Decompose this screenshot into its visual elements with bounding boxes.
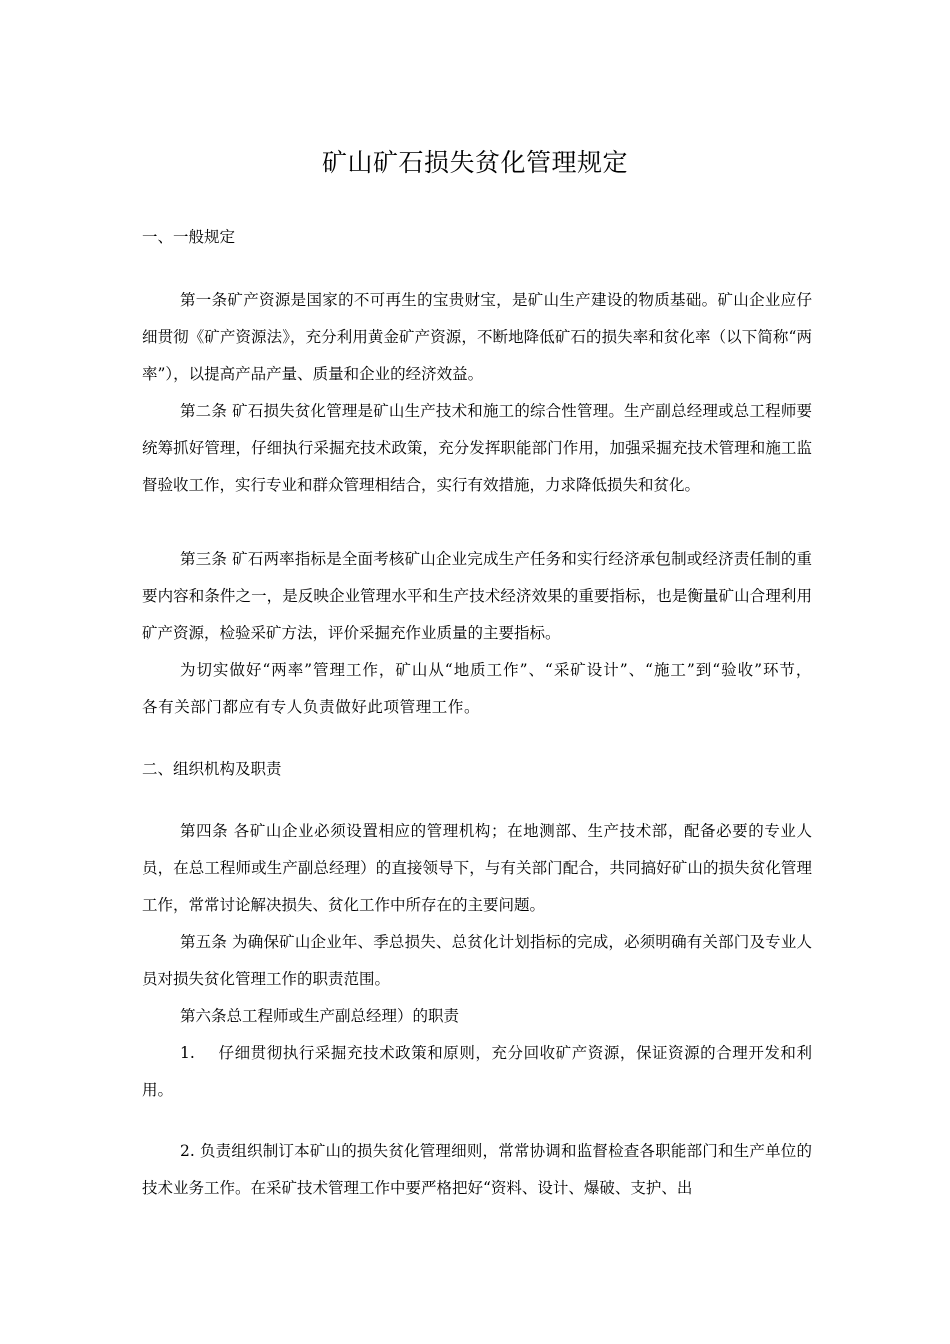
paragraph-article-4: 第四条 各矿山企业必须设置相应的管理机构；在地测部、生产技术部，配备必要的专业人员，在总工程师或生产副总经理）的直接领导下，与有关部门配合，共同搞好矿山的损失贫化管理工作，常常讨论解决损失、贫化工作中所存在的主要问题。 xyxy=(142,822,812,914)
paragraph-article-1: 第一条矿产资源是国家的不可再生的宝贵财宝，是矿山生产建设的物质基础。矿山企业应仔细贯彻《矿产资源法》，充分利用黄金矿产资源，不断地降低矿石的损失率和贫化率（以下简称“两率”），以提高产品产量、质量和企业的经济效益。 xyxy=(142,291,812,383)
paragraph-article-2: 第二条 矿石损失贫化管理是矿山生产技术和施工的综合性管理。生产副总经理或总工程师要统筹抓好管理，仔细执行采掘充技术政策，充分发挥职能部门作用，加强采掘充技术管理和施工监督验收工作，实行专业和群众管理相结合，实行有效措施，力求降低损失和贫化。 xyxy=(142,402,812,494)
paragraph-two-rates-note: 为切实做好“两率”管理工作，矿山从“地质工作”、“采矿设计”、“施工”到“验收”环节，各有关部门都应有专人负责做好此项管理工作。 xyxy=(142,661,812,716)
paragraph-article-5: 第五条 为确保矿山企业年、季总损失、总贫化计划指标的完成，必须明确有关部门及专业人员对损失贫化管理工作的职责范围。 xyxy=(142,933,812,988)
list-item-1 xyxy=(142,1035,812,1109)
list-item-text: 负责组织制订本矿山的损失贫化管理细则，常常协调和监督检查各职能部门和生产单位的技术业务工作。在采矿技术管理工作中要严格把好“资料、设计、爆破、支护、出 xyxy=(142,1142,812,1197)
list-item-text: 仔细贯彻执行采掘充技术政策和原则，充分回收矿产资源，保证资源的合理开发和利用。 xyxy=(142,1044,812,1099)
paragraph-article-3: 第三条 矿石两率指标是全面考核矿山企业完成生产任务和实行经济承包制或经济责任制的重要内容和条件之一，是反映企业管理水平和生产技术经济效果的重要指标，也是衡量矿山合理利用矿产资源，检验采矿方法，评价采掘充作业质量的主要指标。 xyxy=(142,550,812,642)
list-item-2 xyxy=(142,1133,812,1207)
list-item-number: 1. xyxy=(180,1044,195,1062)
list-item-number: 2. xyxy=(180,1142,195,1160)
document-title: 矿山矿石损失贫化管理规定 xyxy=(321,148,628,177)
section-heading-organization: 二、组织机构及职责 xyxy=(142,760,282,778)
section-heading-general: 一、一般规定 xyxy=(142,228,236,246)
paragraph-article-6: 第六条总工程师或生产副总经理）的职责 xyxy=(180,1007,460,1025)
